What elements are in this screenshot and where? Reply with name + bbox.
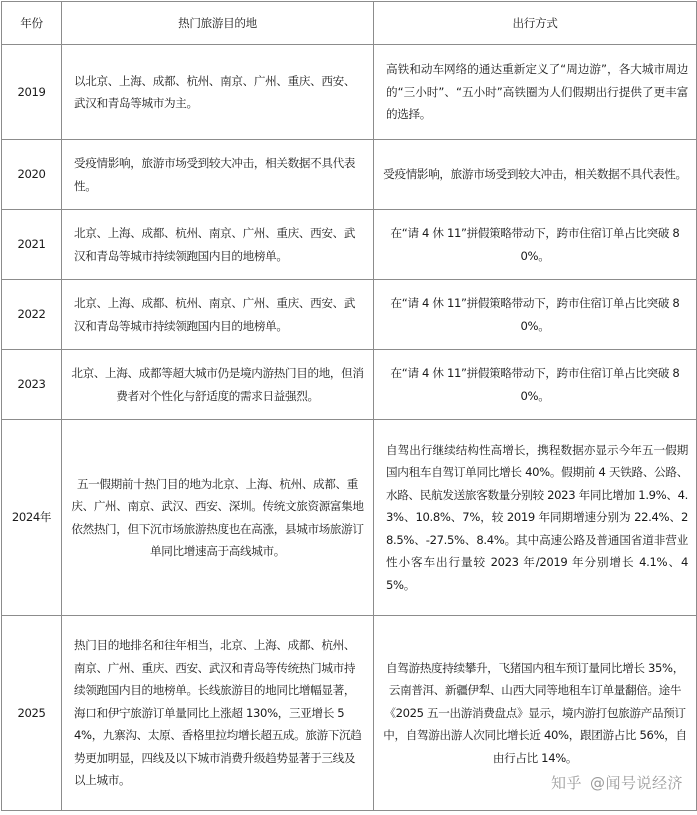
watermark-brand: 知乎 [550, 774, 582, 792]
row-transport: 受疫情影响，旅游市场受到较大冲击，相关数据不具代表性。 [374, 140, 697, 210]
row-destinations: 五一假期前十热门目的地为北京、上海、杭州、成都、重庆、广州、南京、武汉、西安、深圳。传统文旅资源富集地依然热门，但下沉市场旅游热度也在高涨，县城市场旅游订单同比增速高于高线城市。 [62, 420, 374, 616]
row-destinations: 北京、上海、成都、杭州、南京、广州、重庆、西安、武汉和青岛等城市持续领跑国内目的地榜单。 [62, 210, 374, 280]
table-header-row [2, 2, 697, 45]
header-year: 年份 [2, 2, 62, 45]
row-destinations: 以北京、上海、成都、杭州、南京、广州、重庆、西安、武汉和青岛等城市为主。 [62, 45, 374, 140]
row-year: 2022 [2, 280, 62, 350]
row-transport: 在“请 4 休 11”拼假策略带动下，跨市住宿订单占比突破 80%。 [374, 280, 697, 350]
table-row [2, 45, 697, 140]
row-year: 2021 [2, 210, 62, 280]
table-row [2, 350, 697, 420]
row-transport: 自驾游热度持续攀升，飞猪国内租车预订量同比增长 35%，云南普洱、新疆伊犁、山西大同等地租车订单量翻倍。途牛《2025 五一出游消费盘点》显示，境内游打包旅游产品预订中，自驾游出游人次同比增长近 40%，跟团游占比 56%，自由行占比 14%。 [374, 616, 697, 811]
row-destinations: 北京、上海、成都、杭州、南京、广州、重庆、西安、武汉和青岛等城市持续领跑国内目的地榜单。 [62, 280, 374, 350]
row-destinations: 受疫情影响，旅游市场受到较大冲击，相关数据不具代表性。 [62, 140, 374, 210]
row-year: 2020 [2, 140, 62, 210]
row-year: 2024年 [2, 420, 62, 616]
travel-trends-table [1, 1, 697, 811]
row-transport: 在“请 4 休 11”拼假策略带动下，跨市住宿订单占比突破 80%。 [374, 350, 697, 420]
row-destinations: 北京、上海、成都等超大城市仍是境内游热门目的地，但消费者对个性化与舒适度的需求日益强烈。 [62, 350, 374, 420]
row-destinations: 热门目的地排名和往年相当，北京、上海、成都、杭州、南京、广州、重庆、西安、武汉和青岛等传统热门城市持续领跑国内目的地榜单。长线旅游目的地同比增幅显著，海口和伊宁旅游订单量同比上涨超 130%，三亚增长 54%，九寨沟、太原、香格里拉均增长超五成。旅游下沉趋势更加明显，四线及以下城市消费升级趋势显著于三线及以上城市。 [62, 616, 374, 811]
table-row [2, 420, 697, 616]
table-row [2, 140, 697, 210]
row-transport: 高铁和动车网络的通达重新定义了“周边游”，各大城市周边的“三小时”、“五小时”高铁圈为人们假期出行提供了更丰富的选择。 [374, 45, 697, 140]
row-year: 2023 [2, 350, 62, 420]
table-row [2, 210, 697, 280]
header-transport: 出行方式 [374, 2, 697, 45]
row-year: 2025 [2, 616, 62, 811]
header-destinations: 热门旅游目的地 [62, 2, 374, 45]
row-year: 2019 [2, 45, 62, 140]
watermark-author: @闻号说经济 [589, 774, 683, 792]
row-transport: 在“请 4 休 11”拼假策略带动下，跨市住宿订单占比突破 80%。 [374, 210, 697, 280]
table-row [2, 280, 697, 350]
row-transport: 自驾出行继续结构性高增长，携程数据亦显示今年五一假期国内租车自驾订单同比增长 40%。假期前 4 天铁路、公路、水路、民航发送旅客数量分别较 2023 年同比增加 1.9%、4.3%、10.8%、7%，较 2019 年同期增速分别为 22.4%、28.5%、-27.5%、8.4%。其中高速公路及普通国省道非营业性小客车出行量较 2023 年/2019 年分别增长 4.1%、45%。 [374, 420, 697, 616]
zhihu-watermark [551, 773, 683, 793]
